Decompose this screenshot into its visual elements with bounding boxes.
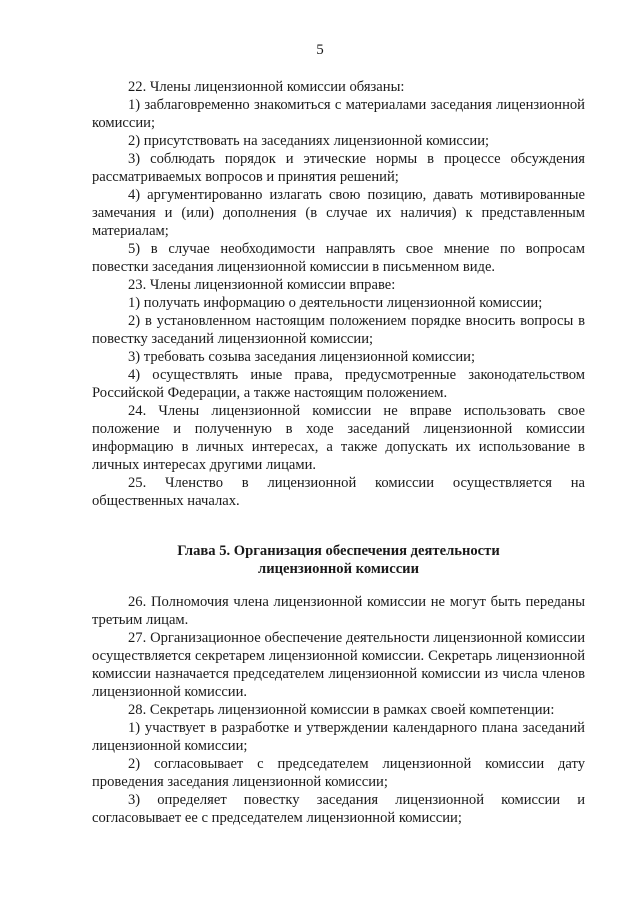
paragraph: 4) аргументированно излагать свою позицию, давать мотивированные замечания и (или) дополнения (в случае их наличия) к представленным материалам; [92, 187, 585, 239]
paragraph: 22. Члены лицензионной комиссии обязаны: [128, 79, 405, 95]
obligations-and-rights-section [92, 78, 585, 510]
paragraph: 2) согласовывает с председателем лицензионной комиссии дату проведения заседания лицензионной комиссии; [92, 756, 585, 790]
chapter-heading-line: лицензионной комиссии [258, 561, 419, 577]
paragraph: 28. Секретарь лицензионной комиссии в рамках своей компетенции: [128, 702, 555, 718]
paragraph: 1) заблаговременно знакомиться с материалами заседания лицензионной комиссии; [92, 97, 585, 131]
paragraph: 24. Члены лицензионной комиссии не вправе использовать свое положение и полученную в ходе заседаний лицензионной комиссии информацию в личных интересах, а также допускать их использование в личных интересах другими лицами. [92, 403, 585, 473]
paragraph: 25. Членство в лицензионной комиссии осуществляется на общественных началах. [92, 475, 585, 509]
paragraph: 3) соблюдать порядок и этические нормы в процессе обсуждения рассматриваемых вопросов и принятия решений; [92, 151, 585, 185]
paragraph: 4) осуществлять иные права, предусмотренные законодательством Российской Федерации, а также настоящим положением. [92, 367, 585, 401]
paragraph: 27. Организационное обеспечение деятельности лицензионной комиссии осуществляется секретарем лицензионной комиссии. Секретарь лицензионной комиссии назначается председателем лицензионной комиссии из числа членов лицензионной комиссии. [92, 630, 585, 700]
paragraph: 26. Полномочия члена лицензионной комиссии не могут быть переданы третьим лицам. [92, 594, 585, 628]
paragraph: 1) получать информацию о деятельности лицензионной комиссии; [128, 295, 543, 311]
paragraph: 3) определяет повестку заседания лицензионной комиссии и согласовывает ее с председателем лицензионной комиссии; [92, 792, 585, 826]
paragraph: 5) в случае необходимости направлять свое мнение по вопросам повестки заседания лицензионной комиссии в письменном виде. [92, 241, 585, 275]
paragraph: 2) присутствовать на заседаниях лицензионной комиссии; [128, 133, 490, 149]
paragraph: 23. Члены лицензионной комиссии вправе: [128, 277, 396, 293]
paragraph: 1) участвует в разработке и утверждении календарного плана заседаний лицензионной комиссии; [92, 720, 585, 754]
chapter-heading [92, 542, 585, 578]
chapter-heading-line: Глава 5. Организация обеспечения деятельности [177, 543, 500, 559]
paragraph: 2) в установленном настоящим положением порядке вносить вопросы в повестку заседаний лицензионной комиссии; [92, 313, 585, 347]
organization-section [92, 593, 585, 827]
page-number: 5 [316, 42, 324, 58]
paragraph: 3) требовать созыва заседания лицензионной комиссии; [128, 349, 476, 365]
